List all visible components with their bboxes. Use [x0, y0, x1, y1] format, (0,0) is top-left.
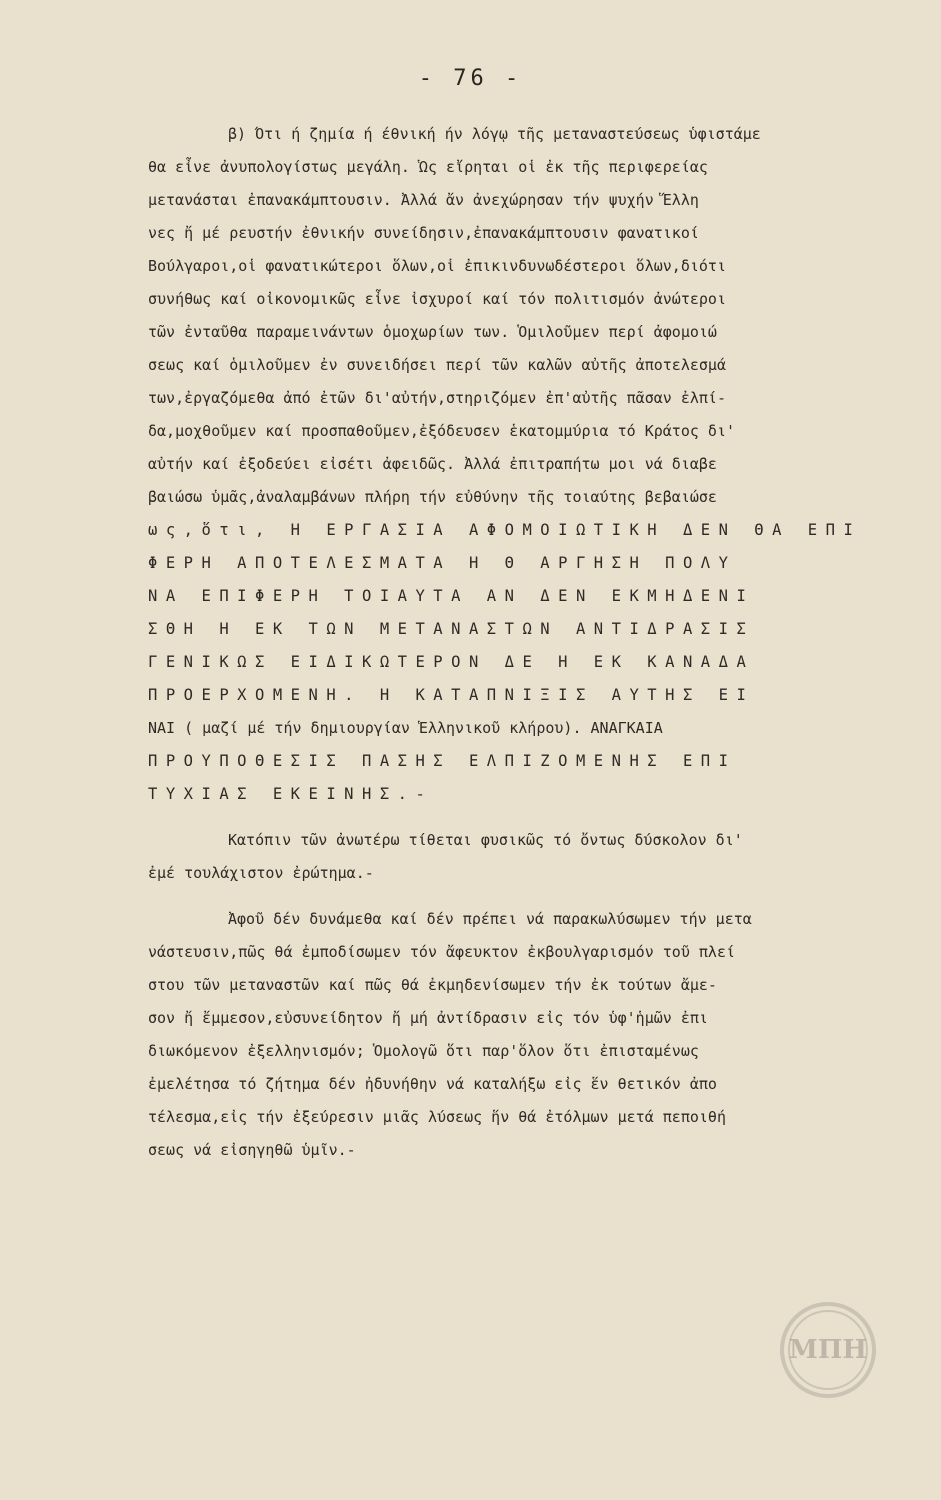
text-line: των,ἐργαζόμεθα ἀπό ἐτῶν δι'αὐτήν,στηριζόμεν ἐπ'αὐτῆς πᾶσαν ἐλπί- — [148, 389, 726, 407]
text-line: ΠΡΟΥΠΟΘΕΣΙΣ ΠΑΣΗΣ ΕΛΠΙΖΟΜΕΝΗΣ ΕΠΙ — [148, 752, 737, 770]
body-text — [148, 118, 908, 1167]
archive-stamp — [780, 1302, 876, 1398]
text-line: σον ἤ ἔμμεσον,εὐσυνείδητον ἤ μή ἀντίδρασιν εἰς τόν ὑφ'ἡμῶν ἐπι — [148, 1009, 708, 1027]
text-line: ΣΘΗ Η ΕΚ ΤΩΝ ΜΕΤΑΝΑΣΤΩΝ ΑΝΤΙΔΡΑΣΙΣ — [148, 620, 755, 638]
text-line: Βούλγαροι,οἱ φανατικώτεροι ὅλων,οἱ ἐπικινδυνωδέστεροι ὅλων,διότι — [148, 257, 726, 275]
text-line: Κατόπιν τῶν ἀνωτέρω τίθεται φυσικῶς τό ὄντως δύσκολον δι' — [228, 831, 743, 849]
text-line: ΦΕΡΗ ΑΠΟΤΕΛΕΣΜΑΤΑ Η Θ ΑΡΓΗΣΗ ΠΟΛΥ — [148, 554, 737, 572]
text-line: σεως καί ὁμιλοῦμεν ἐν συνειδήσει περί τῶν καλῶν αὐτῆς ἀποτελεσμά — [148, 356, 726, 374]
text-line: ΓΕΝΙΚΩΣ ΕΙΔΙΚΩΤΕΡΟΝ ΔΕ Η ΕΚ ΚΑΝΑΔΑ — [148, 653, 755, 671]
text-line: ἐμελέτησα τό ζήτημα δέν ἠδυνήθην νά καταλήξω εἰς ἕν θετικόν ἀπο — [148, 1075, 717, 1093]
text-line: Ἀφοῦ δέν δυνάμεθα καί δέν πρέπει νά παρακωλύσωμεν τήν μετα — [228, 910, 752, 928]
text-line: νες ἤ μέ ρευστήν ἐθνικήν συνείδησιν,ἐπανακάμπτουσιν φανατικοί — [148, 224, 699, 242]
text-line: β) Ότι ή ζημία ή έθνική ήν λόγῳ τῆς μεταναστεύσεως ὑφιστάμε — [228, 125, 761, 143]
text-line: στου τῶν μεταναστῶν καί πῶς θά ἐκμηδενίσωμεν τήν ἐκ τούτων ἄμε- — [148, 976, 717, 994]
text-line: ΤΥΧΙΑΣ ΕΚΕΙΝΗΣ.- — [148, 785, 434, 803]
text-line: διωκόμενον ἐξελληνισμόν; Ὁμολογῶ ὅτι παρ'ὅλον ὅτι ἐπισταμένως — [148, 1042, 699, 1060]
text-line: μετανάσται ἐπανακάμπτουσιν. Ἀλλά ἄν ἀνεχώρησαν τήν ψυχήν Ἕλλη — [148, 191, 699, 209]
text-line: ἐμέ τουλάχιστον ἐρώτημα.- — [148, 864, 374, 882]
text-line: τῶν ἐνταῦθα παραμεινάντων ὁμοχωρίων των. Ὁμιλοῦμεν περί ἀφομοιώ — [148, 323, 717, 341]
text-line: ως,ὅτι, Η ΕΡΓΑΣΙΑ ΑΦΟΜΟΙΩΤΙΚΗ ΔΕΝ ΘΑ ΕΠΙ — [148, 521, 862, 539]
text-line: σεως νά εἰσηγηθῶ ὑμῖν.- — [148, 1141, 356, 1159]
text-line: ΝΑ ΕΠΙΦΕΡΗ ΤΟΙΑΥΤΑ ΑΝ ΔΕΝ ΕΚΜΗΔΕΝΙ — [148, 587, 755, 605]
page-number: - 76 - — [418, 66, 523, 91]
text-line: ΠΡΟΕΡΧΟΜΕΝΗ. Η ΚΑΤΑΠΝΙΞΙΣ ΑΥΤΗΣ ΕΙ — [148, 686, 755, 704]
text-line: συνήθως καί οἰκονομικῶς εἶνε ἰσχυροί καί τόν πολιτισμόν ἀνώτεροι — [148, 290, 726, 308]
text-line: τέλεσμα,εἰς τήν ἐξεύρεσιν μιᾶς λύσεως ἥν θά ἐτόλμων μετά πεποιθή — [148, 1108, 726, 1126]
text-line: ΝΑΙ ( μαζί μέ τήν δημιουργίαν Ἑλληνικοῦ κλήρου). ΑΝΑΓΚΑΙΑ — [148, 719, 663, 737]
text-line: δα,μοχθοῦμεν καί προσπαθοῦμεν,ἐξόδευσεν ἑκατομμύρια τό Κράτος δι' — [148, 422, 735, 440]
stamp-monogram: ΜΠΗ — [788, 1310, 868, 1390]
text-line: αὐτήν καί ἐξοδεύει εἰσέτι ἀφειδῶς. Ἀλλά ἐπιτραπήτω μοι νά διαβε — [148, 455, 717, 473]
text-line: θα εἶνε ἀνυπολογίστως μεγάλη. Ὡς εἴρηται οἱ ἐκ τῆς περιφερείας — [148, 158, 708, 176]
text-line: νάστευσιν,πῶς θά ἐμποδίσωμεν τόν ἄφευκτον ἐκβουλγαρισμόν τοῦ πλεί — [148, 943, 735, 961]
text-line: βαιώσω ὑμᾶς,ἀναλαμβάνων πλήρη τήν εὐθύνην τῆς τοιαύτης βεβαιώσε — [148, 488, 717, 506]
